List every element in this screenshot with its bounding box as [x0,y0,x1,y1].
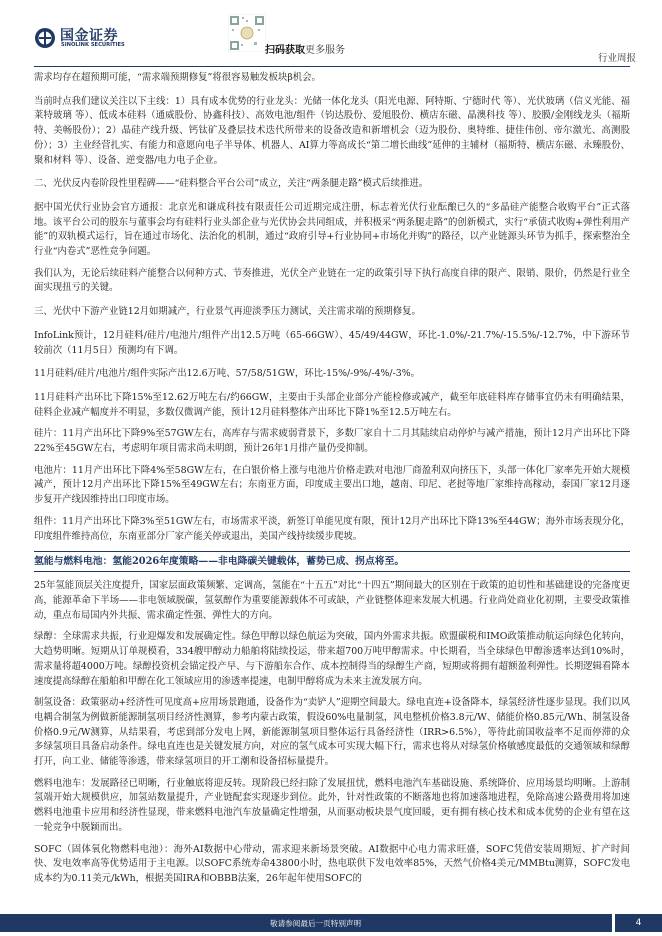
body-paragraph: 当前时点我们建议关注以下主线：1）具有成本优势的行业龙头：光储一体化龙头（阳光电源、阿特斯、宁德时代 等）、光伏玻璃（信义光能、福莱特玻璃 等）、低成本硅料（通威股份、协鑫科技）、高效电池/组件（钧达股份、爱旭股份、横店东磁、晶澳科技 等）、胶膜/金刚线龙头（福斯特、美畅股份）；2）晶硅产线升级、钙钛矿及叠层技术迭代所带来的设备改造和新增机会（迈为股份、奥特维、捷佳伟创、帝尔激光、高测股份）；3）主业经营扎实、有能力和意愿向电子半导体、机器人、AI算力等高成长“第二增长曲线”延伸的主辅材（福斯特、横店东磁、永臻股份、聚和材料 等）、设备、逆变器/电力电子企业。 [34,95,630,166]
report-body [34,71,630,894]
page-header [0,0,662,66]
page-number: 4 [615,914,662,932]
body-paragraph: 绿醇：全球需求共振，行业迎爆发和发展确定性。绿色甲醇以绿色航运为突破，国内外需求共振。欧盟碳税和IMO政策推动航运向绿色化转向，大趋势明晰。短期从订单规模看，334艘甲醇动力船舶将陆续投运，带来超700万吨甲醇需求。中长期看，当全球绿色甲醇渗透率达到10%时，需求量将超4000万吨。绿醇投资机会锚定投产早、与下游船东合作、成本控制得当的绿醇生产商，短期或将拥有超额盈利弹性。长期逻辑看降本速度提高绿醇在船舶和甲醇在化工领域应用的渗透率提速，电制甲醇将成为未来主流发展方向。 [34,631,630,687]
body-paragraph: 需求均存在超预期可能，“需求端预期修复”将很容易触发板块β机会。 [34,72,321,83]
section-heading-bar: 氢能与燃料电池：氢能2026年度策略——非电降碳关键载体，蓄势已成、拐点将至。 [34,551,630,572]
body-paragraph: SOFC（固体氧化物燃料电池）：海外AI数据中心带动，需求迎来新场景突破。AI数据中心电力需求旺盛，SOFC凭借安装周期短、扩产时间快、发电效率高等优势适用于主电源。以SOFC系统寿命43800小时，热电联供下发电效率85%，天然气价格4美元/MMBtu测算，SOFC发电成本约为0.11美元/kWh，根据美国IRA和OBBB法案，26年起年使用SOFC的 [34,843,630,884]
body-paragraph: 我们认为，无论后续硅料产能整合以何种方式、节奏推进，光伏全产业链在一定的政策引导下执行高度自律的限产、限销、限价，仍然是行业全面实现扭亏的关键。 [34,267,630,294]
body-paragraph: 电池片：11月产出环比下降4%至58GW左右，在白银价格上涨与电池片价格走跌对电池厂商盈利双向挤压下，头部一体化厂家率先开始大规模减产，预计12月产出环比下降15%至49GW左右；东南亚方面，印度成主要出口地，越南、印尼、老挝等地厂家维持高稼动，泰国厂家12月逐步复开产线因维持出口印度市场。 [34,464,630,506]
body-paragraph: InfoLink预计，12月硅料/硅片/电池片/组件产出12.5万吨（65-66GW）、45/49/44GW，环比-1.0%/-21.7%/-15.5%/-12.7%，中下游环节较前次（11月5日）预测均有下调。 [34,329,630,356]
sinolink-logo-icon [34,27,56,49]
body-paragraph: 11月硅料产出环比下降15%至12.62万吨左右/约66GW，主要由于头部企业部分产能检修或减产，截至年底硅料库存储事宜仍未有明确结果，硅料企业减产幅度并不明显，多数仅微调产能，预计12月硅料整体产出环比下降1%至12.5万吨左右。 [34,391,630,418]
page-footer [0,906,662,936]
qr-code-icon[interactable] [228,14,266,52]
body-paragraph: 25年氢能顶层关注度提升，国家层面政策频繁、定调高，氢能在“十五五”对比“十四五”期间最大的区别在于政策的迫切性和基础建设的完备度更高，能源革命下半场——非电领域脱碳，氢氨醇作为重要能源载体不可或缺，产业链整体迎来发展大机遇。行业尚处商业化初期，主要受政策推动，重点布局国内外共振、需求确定性强、弹性大的方向。 [34,580,630,621]
scan-for-service-label: 扫码获取更多服务 [265,45,345,56]
body-paragraph: 据中国光伏行业协会官方通报：北京光和谦成科技有限责任公司近期完成注册，标志着光伏行业酝酿已久的“多晶硅产能整合收购平台”正式落地。该平台公司的股东与董事会均有硅料行业头部企业与光伏协会共同组成，并积极采“两条腿走路”的创新模式，实行“承债式收购+弹性利用产能”的双轨模式运行，旨在通过市场化、法治化的机制，通过“政府引导+行业协同+市场化并购”的路径，以产业链源头环节为抓手，探索整治全行业“内卷式”恶性竞争问题。 [34,201,630,258]
brand-name-en: SINOLINK SECURITIES [61,42,125,48]
brand-name-cn: 国金证券 [60,28,118,44]
section-subheading: 三、光伏中下游产业链12月如期减产，行业景气再迎淡季压力测试，关注需求端的预期修复。 [34,306,421,318]
section-subheading: 二、光伏反内卷阶段性里程碑——“硅料整合平台公司”成立，关注“两条腿走路”模式后续推进。 [34,178,429,190]
body-paragraph: 燃料电池车：发展路径已明晰，行业触底将迎反转。现阶段已经扫除了发展扭忧，燃料电池汽车基础设施、系统降价、应用场景均明晰。上游制氢端开始大规模供应，加氢站数量提升，产业链配套实现逐步到位。此外，针对性政策的不断落地也将加速落地进程，免除高速公路费用将加速燃料电池重卡应用和经济性显现，带来燃料电池汽车放量确定性增强，从而驱动板块景气度回暖，更有拥有核心技术和成本优势的企业有望在这一轮竞争中脱颖而出。 [34,777,630,833]
body-paragraph: 硅片：11月产出环比下降9%至57GW左右，高库存与需求疲弱背景下，多数厂家自十二月其陆续启动停炉与减产措施，预计12月产出环比下降22%至45GW左右，考虑明年项目需求尚未明朗，预计26年1月排产量仍受抑制。 [34,428,630,455]
body-paragraph: 组件：11月产出环比下降3%至51GW左右，市场需求平淡，新签订单能见度有限，预计12月产出环比下降13%至44GW；海外市场表现分化，印度组件维持高位，东南亚部分厂家产能关停或退出，美国产线持续缓步爬坡。 [34,515,630,542]
body-paragraph: 11月硅料/硅片/电池片/组件实际产出12.6万吨、57/58/51GW，环比-15%/-9%/-4%/-3%。 [34,368,420,380]
footer-disclaimer: 敬请参阅最后一页特别声明 [270,919,362,928]
body-paragraph: 制氢设备：政策驱动+经济性可见度高+应用场景跑通，设备作为“卖铲人”迎期空间最大。绿电直连+设备降本，绿氢经济性逐步显现。我们以风电耦合制氢为例做新能源制氢项目经济性测算，参考内蒙古政策，假设60%电量制氢，风电整机价格3.8元/W、储能价格0.85元/Wh、制氢设备价格0.9元/W测算，从结果看，考虑到部分发电上网，新能源制氢项目整体运行具备经济性（IRR>6.5%），等待此前国收益率不足而停滞的众多绿氢项目具备启动条件。绿电直连也是关键发展方向，对应的氢气成本可实现大幅下行，需求也将从对绿氢价格敏感度最低的交通领域和绿醇打开，向工业、储能等渗透，带来绿氢项目的开工潮和设备招标量提升。 [34,697,630,768]
report-type-label: 行业周报 [598,53,637,64]
header-divider [34,66,630,67]
